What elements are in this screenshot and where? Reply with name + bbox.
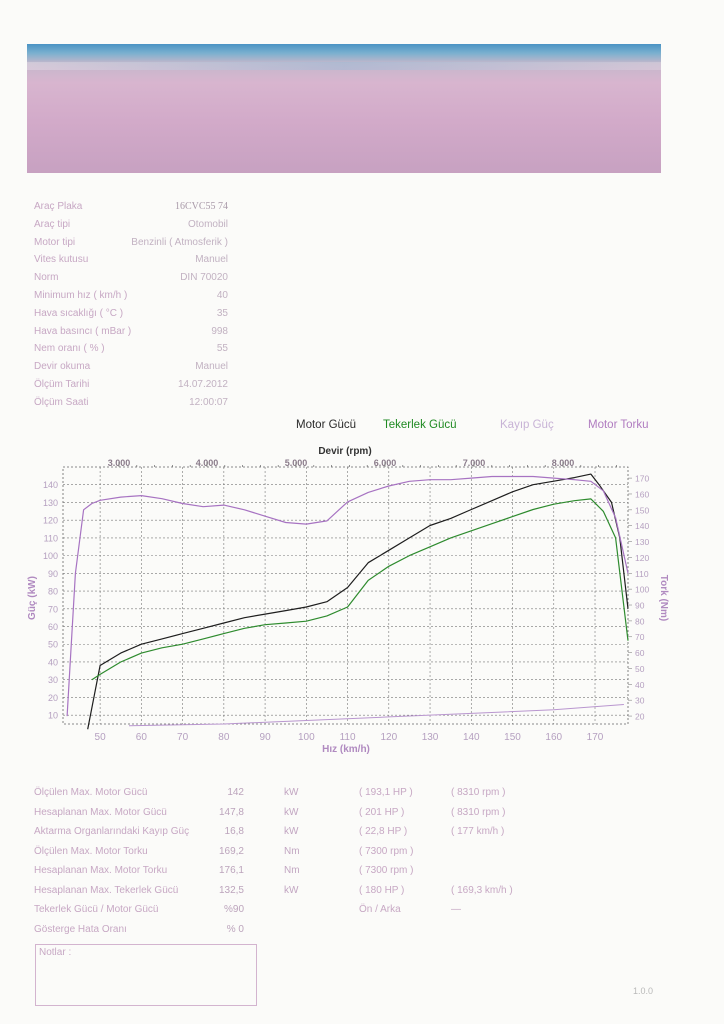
y2-tick-label: 70 xyxy=(635,632,645,643)
legend-wheel-power: Tekerlek Gücü xyxy=(383,419,457,431)
result-value: 176,1 xyxy=(218,865,244,876)
result-label: Tekerlek Gücü / Motor Gücü xyxy=(34,904,159,915)
result-unit: kW xyxy=(284,787,299,798)
result-row xyxy=(34,785,554,805)
x-tick-label: 170 xyxy=(586,732,604,743)
y-tick-label: 140 xyxy=(42,480,58,491)
result-value: 142 xyxy=(227,787,244,798)
result-label: Aktarma Organlarındaki Kayıp Güç xyxy=(34,826,190,837)
y-tick-label: 10 xyxy=(47,710,58,721)
rpm-tick-label: 7.000 xyxy=(462,458,486,468)
y2-tick-label: 50 xyxy=(635,663,645,674)
result-row xyxy=(34,824,554,844)
result-value: % 0 xyxy=(226,923,244,935)
y2-tick-label: 30 xyxy=(635,695,645,706)
y-tick-label: 90 xyxy=(47,568,58,579)
info-value: 55 xyxy=(216,343,228,355)
y-axis-title: Güç (kW) xyxy=(27,576,38,620)
info-value: 35 xyxy=(216,307,228,319)
y-tick-label: 50 xyxy=(47,639,58,650)
result-row xyxy=(34,902,554,922)
y-tick-label: 80 xyxy=(47,586,58,597)
result-row xyxy=(34,883,554,903)
x-tick-label: 60 xyxy=(135,732,147,743)
result-extra: ( 7300 rpm ) xyxy=(359,865,414,876)
result-value: 147,8 xyxy=(218,806,244,818)
info-label: Hava basıncı ( mBar ) xyxy=(34,325,132,337)
info-value: 998 xyxy=(211,325,228,337)
rpm-tick-label: 5.000 xyxy=(284,458,308,468)
series-line-wheel xyxy=(92,499,628,680)
result-label: Hesaplanan Max. Motor Gücü xyxy=(34,806,167,818)
y2-axis-title: Tork (Nm) xyxy=(658,574,669,622)
x-tick-label: 90 xyxy=(259,732,271,743)
result-extra: ( 193,1 HP ) xyxy=(359,787,413,798)
x-tick-label: 120 xyxy=(380,732,398,743)
info-label: Vites kutusu xyxy=(34,254,89,266)
y2-tick-label: 20 xyxy=(635,711,645,722)
y-tick-label: 130 xyxy=(42,497,58,508)
result-extra: ( 177 km/h ) xyxy=(451,826,505,837)
info-value: Manuel xyxy=(195,254,228,266)
info-label: Norm xyxy=(34,272,59,284)
info-value: DIN 70020 xyxy=(180,272,228,284)
y-tick-label: 30 xyxy=(47,675,58,686)
result-extra: ( 8310 rpm ) xyxy=(451,787,506,798)
result-extra: ( 180 HP ) xyxy=(359,884,405,896)
rpm-axis-title: Devir (rpm) xyxy=(318,446,372,457)
y2-tick-label: 60 xyxy=(635,648,645,659)
version-label: 1.0.0 xyxy=(633,986,654,996)
y-tick-label: 110 xyxy=(43,533,58,544)
result-value: 169,2 xyxy=(218,845,244,857)
result-extra: Ön / Arka xyxy=(359,904,401,915)
y2-tick-label: 40 xyxy=(635,679,645,690)
result-extra: ( 201 HP ) xyxy=(359,806,405,818)
result-extra: ( 8310 rpm ) xyxy=(451,806,506,818)
y2-tick-label: 140 xyxy=(635,521,650,532)
series-line-motor xyxy=(88,474,628,729)
y-tick-label: 20 xyxy=(47,692,58,703)
result-unit: kW xyxy=(284,806,299,818)
y2-tick-label: 80 xyxy=(635,616,645,627)
info-value: 12:00:07 xyxy=(189,396,228,408)
result-label: Ölçülen Max. Motor Gücü xyxy=(34,787,148,798)
result-label: Ölçülen Max. Motor Torku xyxy=(34,845,148,857)
y2-tick-label: 170 xyxy=(635,473,650,484)
rpm-tick-label: 4.000 xyxy=(195,458,219,468)
y2-tick-label: 130 xyxy=(635,537,650,548)
x-tick-label: 110 xyxy=(339,732,356,743)
y2-tick-label: 150 xyxy=(635,505,650,516)
plot-frame xyxy=(63,467,628,724)
result-label: Hesaplanan Max. Tekerlek Gücü xyxy=(34,884,179,896)
info-label: Hava sıcaklığı ( °C ) xyxy=(34,307,124,319)
info-value: 40 xyxy=(216,289,228,301)
y2-tick-label: 120 xyxy=(635,552,650,563)
info-label: Devir okuma xyxy=(34,361,91,373)
x-tick-label: 140 xyxy=(462,732,480,743)
x-tick-label: 80 xyxy=(218,732,230,743)
info-value: Benzinli ( Atmosferik ) xyxy=(131,236,228,248)
info-value: 14.07.2012 xyxy=(177,378,228,390)
info-value: 16CVC55 74 xyxy=(174,201,228,212)
info-label: Araç tipi xyxy=(34,218,71,230)
result-row xyxy=(34,922,554,942)
result-unit: kW xyxy=(284,884,299,896)
rpm-tick-label: 8.000 xyxy=(551,458,575,468)
x-tick-label: 130 xyxy=(421,732,439,743)
y-tick-label: 70 xyxy=(47,604,58,615)
result-label: Hesaplanan Max. Motor Torku xyxy=(34,865,168,876)
info-label: Nem oranı ( % ) xyxy=(34,343,105,355)
result-unit: kW xyxy=(284,826,299,837)
result-extra: ( 169,3 km/h ) xyxy=(451,884,513,896)
y-tick-label: 120 xyxy=(42,515,58,526)
x-tick-label: 50 xyxy=(94,732,106,743)
y-tick-label: 40 xyxy=(47,657,58,668)
y2-tick-label: 100 xyxy=(635,584,650,595)
x-tick-label: 70 xyxy=(177,732,189,743)
result-value: 16,8 xyxy=(224,826,244,837)
legend-motor-torque: Motor Torku xyxy=(588,419,649,431)
notes-box[interactable] xyxy=(35,944,257,1006)
result-unit: Nm xyxy=(284,845,300,857)
x-tick-label: 160 xyxy=(545,732,563,743)
y-tick-label: 100 xyxy=(42,551,58,562)
info-label: Ölçüm Saati xyxy=(34,396,89,408)
x-axis-title: Hız (km/h) xyxy=(322,744,370,755)
legend-loss-power: Kayıp Güç xyxy=(500,419,554,431)
x-tick-label: 100 xyxy=(297,732,315,743)
y2-tick-label: 110 xyxy=(635,568,649,579)
result-value: 132,5 xyxy=(218,884,244,896)
result-row xyxy=(34,844,554,864)
info-label: Minimum hız ( km/h ) xyxy=(34,289,128,301)
x-tick-label: 150 xyxy=(504,732,521,743)
result-row xyxy=(34,863,554,883)
result-value: %90 xyxy=(223,904,244,915)
rpm-tick-label: 6.000 xyxy=(373,458,397,468)
result-extra: ( 7300 rpm ) xyxy=(359,845,414,857)
result-row xyxy=(34,805,554,825)
info-label: Motor tipi xyxy=(34,236,76,248)
legend-motor-power: Motor Gücü xyxy=(296,419,357,431)
info-value: Manuel xyxy=(195,361,228,373)
info-label: Ölçüm Tarihi xyxy=(34,378,90,390)
result-label: Gösterge Hata Oranı xyxy=(34,923,127,935)
y2-tick-label: 90 xyxy=(635,600,645,611)
result-extra: — xyxy=(451,904,461,915)
info-value: Otomobil xyxy=(187,218,228,230)
y-tick-label: 60 xyxy=(47,622,58,633)
rpm-tick-label: 3.000 xyxy=(107,458,131,468)
results-table xyxy=(34,785,554,941)
result-extra: ( 22,8 HP ) xyxy=(359,826,408,837)
y2-tick-label: 160 xyxy=(635,489,650,500)
info-label: Araç Plaka xyxy=(34,201,83,212)
result-unit: Nm xyxy=(284,865,300,876)
notes-label: Notlar : xyxy=(39,947,72,958)
